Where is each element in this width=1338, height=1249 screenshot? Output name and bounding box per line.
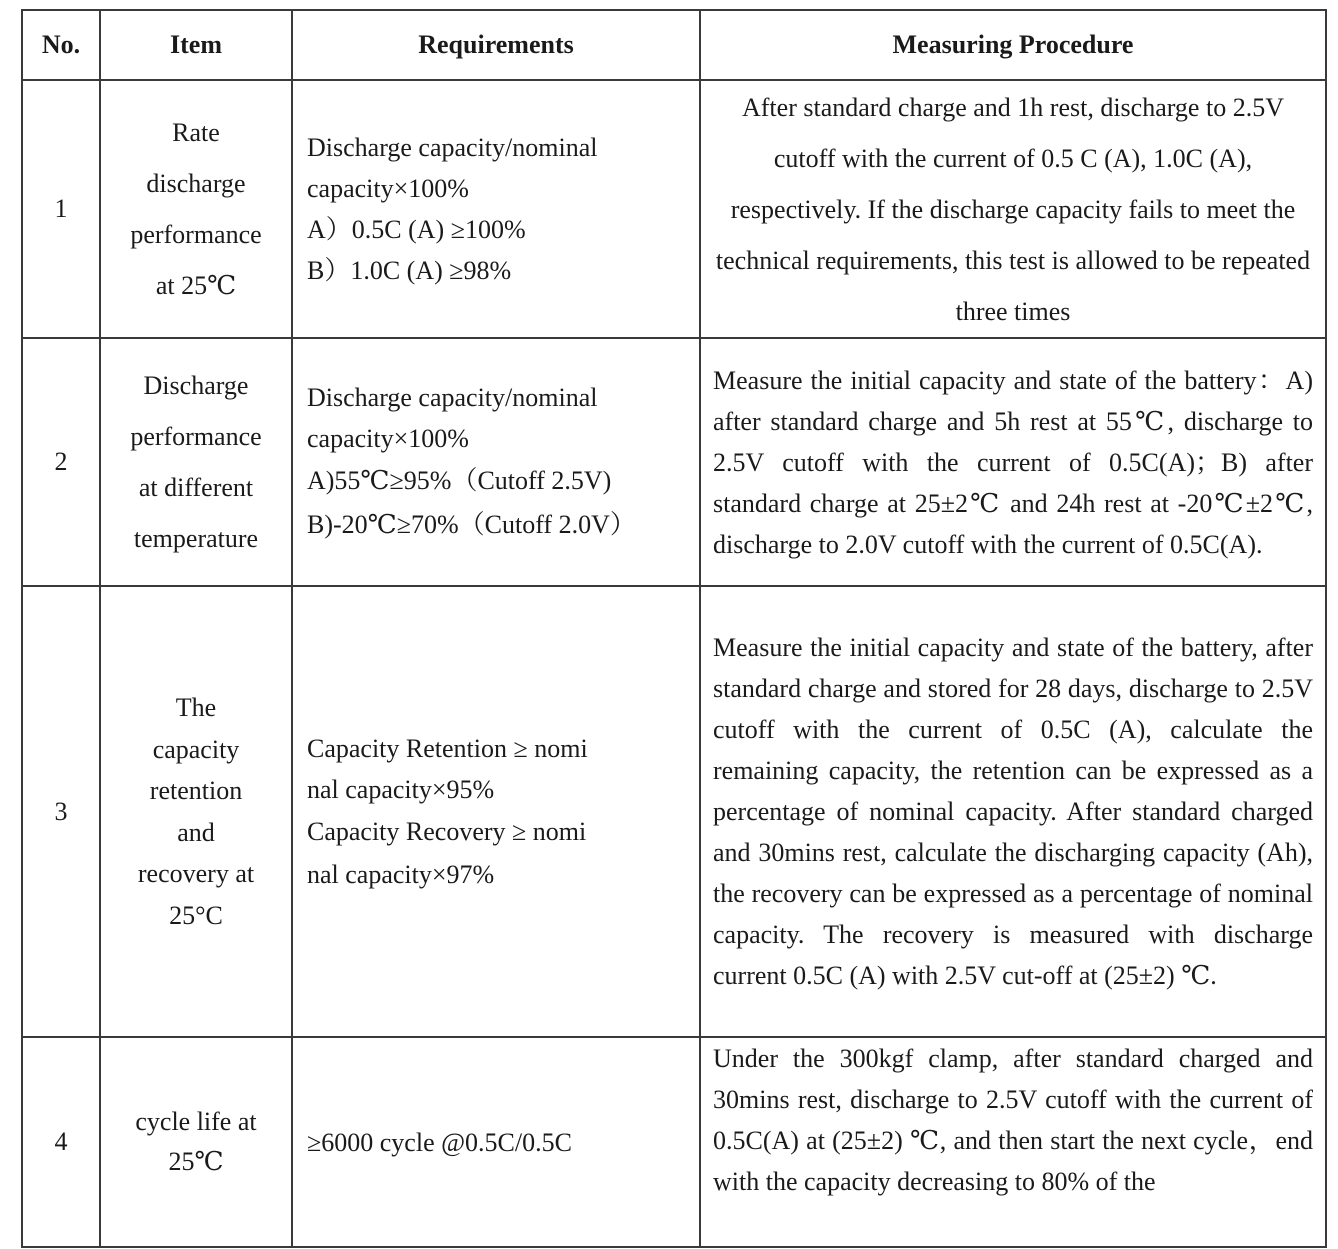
table-row — [22, 1037, 1326, 1247]
item-line: temperature — [133, 524, 259, 553]
table-row — [22, 586, 1326, 1037]
item-line: The — [175, 693, 217, 722]
item-line: discharge — [146, 169, 246, 198]
header-row — [22, 10, 1326, 80]
item-line: and — [177, 817, 215, 847]
header-procedure: Measuring Procedure — [700, 10, 1326, 80]
requirement-line: Capacity Retention ≥ nomi — [307, 734, 588, 763]
procedure-text: Measure the initial capacity and state of the battery, after standard charge and stored for 28 days, discharge to 2.5V cutoff with the current of 0.5C (A), calculate the remaining capacity, the retention can be expressed as a percentage of nominal capacity. After standard charged and 30mins rest, calculate the discharging capacity (Ah), the recovery can be expressed as a percentage of nominal capacity. The recovery is measured with discharge current 0.5C (A) with 2.5V cut-off at (25±2) ℃. — [713, 633, 1313, 990]
requirement-line: capacity×100% — [307, 424, 469, 453]
item-line: performance — [130, 220, 262, 249]
row-number: 2 — [22, 338, 100, 586]
item-cell — [100, 1037, 292, 1247]
row-number: 3 — [22, 586, 100, 1037]
requirement-line: nal capacity×97% — [307, 860, 495, 889]
item-line: 25°C — [169, 900, 223, 930]
requirement-line: nal capacity×95% — [307, 775, 495, 804]
item-line: Discharge — [143, 371, 249, 400]
item-line: cycle life at — [135, 1107, 257, 1136]
requirement-line: B）1.0C (A) ≥98% — [307, 256, 512, 285]
item-line: at 25℃ — [155, 271, 237, 300]
header-item: Item — [100, 10, 292, 80]
requirement-line: Discharge capacity/nominal — [307, 383, 598, 412]
procedure-cell — [700, 1037, 1326, 1247]
item-line: recovery at — [137, 859, 255, 888]
item-line: retention — [149, 776, 243, 805]
requirements-cell — [292, 586, 700, 1037]
procedure-cell — [700, 80, 1326, 338]
item-line: performance — [130, 422, 262, 451]
row-number: 4 — [22, 1037, 100, 1247]
requirement-line: ≥6000 cycle @0.5C/0.5C — [307, 1127, 572, 1157]
requirements-cell — [292, 1037, 700, 1247]
requirements-cell — [292, 80, 700, 338]
requirement-line: Discharge capacity/nominal — [307, 133, 598, 162]
item-cell — [100, 586, 292, 1037]
spec-table — [21, 9, 1327, 1248]
item-cell — [100, 338, 292, 586]
item-cell — [100, 80, 292, 338]
requirements-cell — [292, 338, 700, 586]
requirement-line: A)55℃≥95%（Cutoff 2.5V) — [307, 466, 612, 495]
procedure-text: Under the 300kgf clamp, after standard charged and 30mins rest, discharge to 2.5V cutoff with the current of 0.5C(A) at (25±2) ℃, and then start the next cycle，end with the capacity decreasing to 80% of the — [713, 1044, 1313, 1196]
procedure-cell — [700, 338, 1326, 586]
requirement-line: capacity×100% — [307, 174, 469, 203]
item-line: at different — [138, 473, 254, 502]
requirement-line: B)-20℃≥70%（Cutoff 2.0V） — [307, 510, 636, 539]
table-row — [22, 80, 1326, 338]
requirement-line: Capacity Recovery ≥ nomi — [307, 817, 587, 846]
item-line: 25℃ — [168, 1147, 224, 1176]
procedure-text: After standard charge and 1h rest, discharge to 2.5V cutoff with the current of 0.5 C (A), 1.0C (A), respectively. If the discharge capacity fails to meet the technical requirements, this test is allowed to be repeated three times — [715, 92, 1311, 326]
table-row — [22, 338, 1326, 586]
row-number: 1 — [22, 80, 100, 338]
item-line: Rate — [172, 118, 220, 147]
header-requirements: Requirements — [292, 10, 700, 80]
procedure-cell — [700, 586, 1326, 1037]
requirement-line: A）0.5C (A) ≥100% — [307, 215, 526, 244]
header-no: No. — [22, 10, 100, 80]
item-line: capacity — [152, 734, 240, 764]
procedure-text: Measure the initial capacity and state of the battery：A) after standard charge and 5h rest at 55℃, discharge to 2.5V cutoff with the current of 0.5C(A)；B) after standard charge at 25±2℃ and 24h rest at -20℃±2℃, discharge to 2.0V cutoff with the current of 0.5C(A). — [713, 365, 1313, 559]
